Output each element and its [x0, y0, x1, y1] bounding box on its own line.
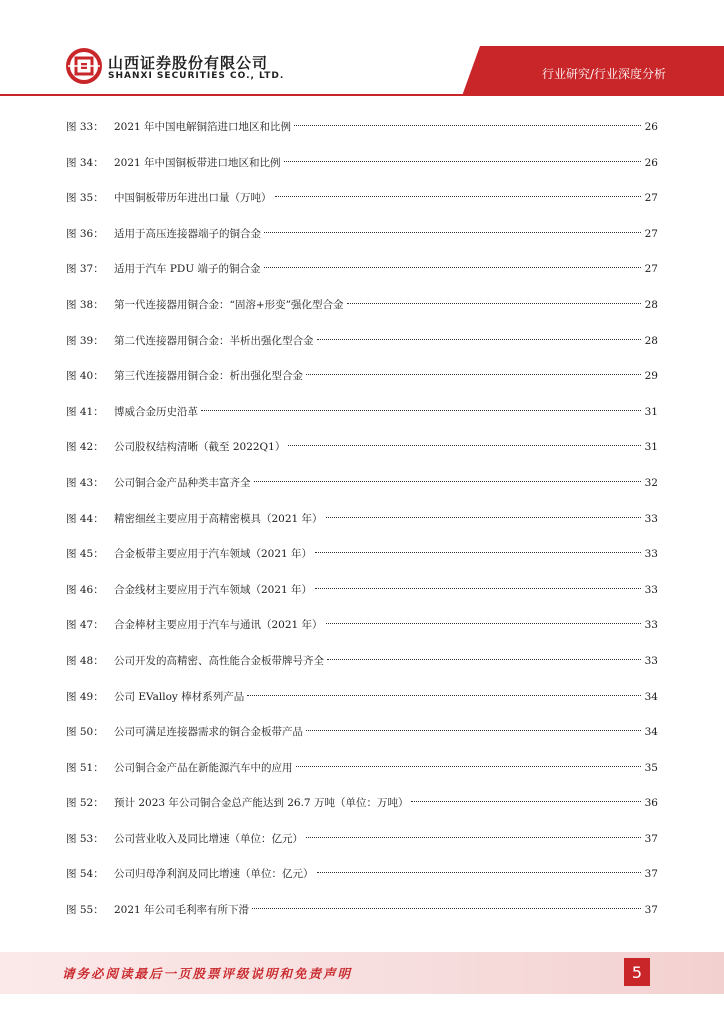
figure-page-number: 32 — [644, 476, 658, 489]
figure-label: 图 38： — [66, 298, 104, 311]
figure-page-number: 26 — [644, 121, 658, 133]
toc-entry[interactable] — [66, 864, 658, 900]
dot-leader — [264, 232, 641, 233]
figure-page-number: 34 — [644, 726, 658, 739]
figure-title: 2021 年中国铜板带进口地区和比例 — [114, 156, 281, 169]
company-name-cn: 山西证券股份有限公司 — [108, 54, 269, 72]
toc-entry[interactable] — [66, 544, 658, 580]
toc-entry[interactable] — [66, 615, 658, 651]
dot-leader — [275, 196, 642, 197]
toc-entry[interactable] — [66, 366, 658, 402]
figure-page-number: 28 — [644, 298, 658, 311]
figure-title: 公司 EValloy 棒材系列产品 — [114, 690, 245, 703]
dot-leader — [317, 872, 642, 873]
figure-label: 图 34： — [66, 156, 104, 169]
figure-title: 预计 2023 年公司铜合金总产能达到 26.7 万吨（单位：万吨） — [114, 797, 409, 810]
dot-leader — [201, 410, 641, 411]
figure-page-number: 37 — [644, 832, 658, 845]
toc-entry[interactable] — [66, 758, 658, 794]
figure-label: 图 42： — [66, 441, 104, 454]
dot-leader — [296, 766, 642, 767]
toc-entry[interactable] — [66, 509, 658, 545]
dot-leader — [306, 837, 641, 838]
figure-page-number: 26 — [644, 156, 658, 169]
dot-leader — [252, 908, 641, 909]
figure-title: 精密细丝主要应用于高精密模具（2021 年） — [114, 512, 323, 525]
dot-leader — [317, 339, 642, 340]
figure-title: 2021 年中国电解铜箔进口地区和比例 — [114, 121, 292, 133]
figure-page-number: 27 — [644, 192, 658, 205]
figure-label: 图 47： — [66, 619, 104, 632]
figure-title: 第二代连接器用铜合金：半析出强化型合金 — [114, 334, 314, 347]
figure-page-number: 31 — [644, 405, 658, 418]
toc-entry[interactable] — [66, 153, 658, 189]
dot-leader — [294, 125, 641, 126]
dot-leader — [315, 588, 641, 589]
figure-label: 图 40： — [66, 370, 104, 383]
figure-label: 图 51： — [66, 761, 104, 774]
dot-leader — [288, 445, 641, 446]
figure-label: 图 33： — [66, 121, 104, 133]
company-name-en: SHANXI SECURITIES CO., LTD. — [108, 71, 285, 81]
figure-title: 公司可满足连接器需求的铜合金板带产品 — [114, 726, 303, 739]
dot-leader — [306, 374, 641, 375]
figure-label: 图 41： — [66, 405, 104, 418]
toc-entry[interactable] — [66, 900, 658, 936]
figure-label: 图 55： — [66, 904, 104, 917]
figure-page-number: 36 — [644, 797, 658, 810]
dot-leader — [315, 552, 641, 553]
toc-entry[interactable] — [66, 687, 658, 723]
figure-page-number: 33 — [644, 512, 658, 525]
toc-entry[interactable] — [66, 259, 658, 295]
toc-entry[interactable] — [66, 188, 658, 224]
figure-title: 第三代连接器用铜合金：析出强化型合金 — [114, 370, 303, 383]
figure-page-number: 37 — [644, 868, 658, 881]
figure-page-number: 37 — [644, 904, 658, 917]
dot-leader — [247, 695, 641, 696]
toc-entry[interactable] — [66, 331, 658, 367]
report-category: 行业研究/行业深度分析 — [541, 67, 666, 81]
figure-page-number: 28 — [644, 334, 658, 347]
dot-leader — [306, 730, 641, 731]
figure-label: 图 37： — [66, 263, 104, 276]
dot-leader — [264, 267, 641, 268]
toc-entry[interactable] — [66, 722, 658, 758]
figure-label: 图 52： — [66, 797, 104, 810]
page-number: 5 — [624, 958, 650, 986]
figure-title: 合金线材主要应用于汽车领域（2021 年） — [114, 583, 313, 596]
toc-entry[interactable] — [66, 473, 658, 509]
figure-title: 公司铜合金产品种类丰富齐全 — [114, 476, 251, 489]
dot-leader — [326, 517, 641, 518]
figure-title: 适用于汽车 PDU 端子的铜合金 — [114, 263, 261, 276]
figure-title: 2021 年公司毛利率有所下滑 — [114, 904, 250, 917]
dot-leader — [327, 659, 641, 660]
toc-entry[interactable] — [66, 580, 658, 616]
figure-label: 图 49： — [66, 690, 104, 703]
figure-page-number: 27 — [644, 227, 658, 240]
figure-page-number: 33 — [644, 583, 658, 596]
dot-leader — [254, 481, 642, 482]
dot-leader — [284, 161, 641, 162]
figure-title: 公司营业收入及同比增速（单位：亿元） — [114, 832, 303, 845]
figure-label: 图 39： — [66, 334, 104, 347]
disclaimer-notice: 请务必阅读最后一页股票评级说明和免责声明 — [62, 966, 353, 981]
figure-label: 图 50： — [66, 726, 104, 739]
figure-title: 公司开发的高精密、高性能合金板带牌号齐全 — [114, 654, 324, 667]
figure-title: 中国铜板带历年进出口量（万吨） — [114, 192, 272, 205]
figure-page-number: 31 — [644, 441, 658, 454]
dot-leader — [326, 623, 641, 624]
figure-label: 图 44： — [66, 512, 104, 525]
figure-label: 图 43： — [66, 476, 104, 489]
toc-entry[interactable] — [66, 402, 658, 438]
toc-entry[interactable] — [66, 793, 658, 829]
figure-page-number: 33 — [644, 619, 658, 632]
toc-entry[interactable] — [66, 829, 658, 865]
figure-title: 公司股权结构清晰（截至 2022Q1） — [114, 441, 286, 454]
figure-label: 图 48： — [66, 654, 104, 667]
figure-title: 适用于高压连接器端子的铜合金 — [114, 227, 261, 240]
figure-title: 博威合金历史沿革 — [114, 405, 198, 418]
figure-title: 公司归母净利润及同比增速（单位：亿元） — [114, 868, 314, 881]
figure-index — [66, 117, 658, 936]
figure-label: 图 45： — [66, 548, 104, 561]
figure-page-number: 33 — [644, 654, 658, 667]
figure-page-number: 34 — [644, 690, 658, 703]
figure-label: 图 53： — [66, 832, 104, 845]
dot-leader — [347, 303, 641, 304]
dot-leader — [411, 801, 641, 802]
figure-label: 图 46： — [66, 583, 104, 596]
figure-page-number: 35 — [644, 761, 658, 774]
figure-title: 第一代连接器用铜合金：“固溶+形变”强化型合金 — [114, 298, 344, 311]
figure-title: 公司铜合金产品在新能源汽车中的应用 — [114, 761, 293, 774]
toc-entry[interactable] — [66, 651, 658, 687]
figure-label: 图 36： — [66, 227, 104, 240]
toc-entry[interactable] — [66, 224, 658, 260]
figure-title: 合金板带主要应用于汽车领域（2021 年） — [114, 548, 313, 561]
figure-page-number: 33 — [644, 548, 658, 561]
toc-entry[interactable] — [66, 295, 658, 331]
toc-entry[interactable] — [66, 117, 658, 153]
page-header — [0, 0, 724, 100]
figure-label: 图 54： — [66, 868, 104, 881]
figure-page-number: 27 — [644, 263, 658, 276]
toc-entry[interactable] — [66, 437, 658, 473]
figure-page-number: 29 — [644, 370, 658, 383]
figure-label: 图 35： — [66, 192, 104, 205]
figure-title: 合金棒材主要应用于汽车与通讯（2021 年） — [114, 619, 323, 632]
